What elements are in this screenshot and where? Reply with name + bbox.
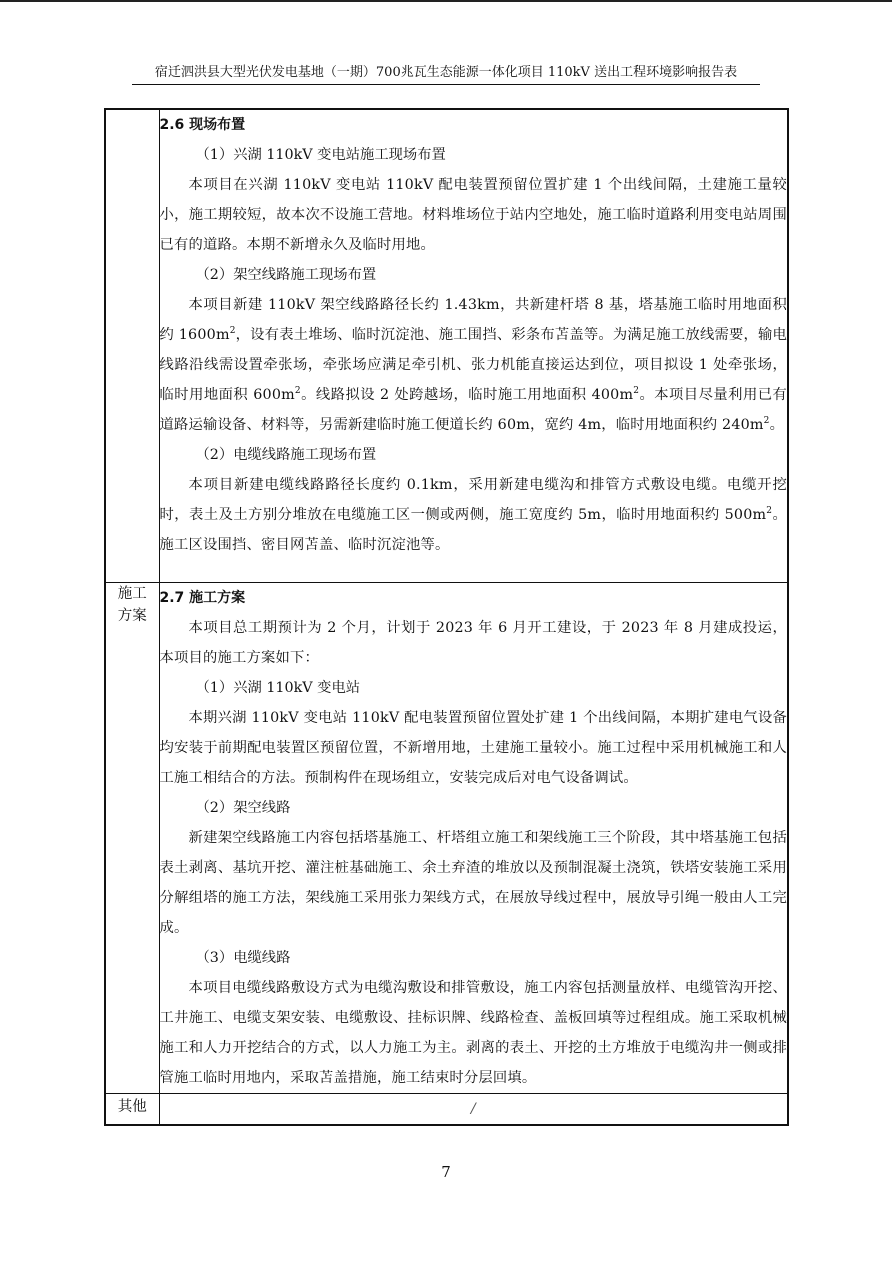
superscript: 2 [294, 386, 301, 397]
text-fragment: 。本项目尽量利用已有道路运输设备、材料等，另需新建临时施工便道长约 60m，宽约 4m，临时用地面积约 240m [159, 387, 788, 433]
row-label-empty [105, 109, 159, 583]
text-fragment: ，设有表土堆场、临时沉淀池、施工围挡、彩条布苫盖等。为满足施工放线需要，输电线路沿线需设置牵张场，牵张场应满足牵引机、张力机能直接运达到位，项目拟设 1 处牵张场，临时用地面积 600m [159, 327, 787, 403]
paragraph-cable-line [160, 470, 788, 560]
superscript: 2 [633, 386, 640, 397]
subsection-heading: （3）电缆线路 [195, 950, 291, 966]
text-fragment: 。线路拟设 2 处跨越场，临时施工用地面积 400m [300, 387, 634, 403]
site-layout-content [159, 109, 788, 583]
row-label-other: 其他 [105, 1094, 159, 1126]
subsection-heading: （2）电缆线路施工现场布置 [195, 447, 377, 463]
text-fragment: 本项目新建电缆线路路径长度约 0.1km，采用新建电缆沟和排管方式敷设电缆。电缆开挖时，表土及土方别分堆放在电缆施工区一侧或两侧，施工宽度约 5m，临时用地面积约 500m [159, 477, 787, 523]
row-construction-plan [105, 583, 788, 1094]
section-title: 2.7 施工方案 [159, 590, 246, 606]
row-other [105, 1094, 788, 1126]
subsection-heading: （2）架空线路施工现场布置 [195, 267, 377, 283]
subsection-heading: （1）兴湖 110kV 变电站施工现场布置 [195, 147, 446, 163]
subsection-heading: （2）架空线路 [195, 800, 291, 816]
report-table [104, 108, 789, 1126]
text-fragment: 。施工区设围挡、密目网苫盖、临时沉淀池等。 [159, 507, 787, 553]
page-number: 7 [441, 1163, 451, 1181]
empty-value-slash: / [470, 1101, 476, 1117]
row-site-layout [105, 109, 788, 583]
label-text: 施工方案 [117, 586, 147, 624]
paragraph: 本期兴湖 110kV 变电站 110kV 配电装置预留位置处扩建 1 个出线间隔，本期扩建电气设备均安装于前期配电装置区预留位置，不新增用地，土建施工量较小。施工过程中采用机械施工和人工施工相结合的方法。预制构件在现场组立，安装完成后对电气设备调试。 [159, 710, 787, 786]
top-border-line [0, 0, 892, 2]
text-fragment: 。 [769, 417, 785, 433]
document-header: 宿迁泗洪县大型光伏发电基地（一期）700兆瓦生态能源一体化项目 110kV 送出工程环境影响报告表 [154, 65, 738, 80]
paragraph: 新建架空线路施工内容包括塔基施工、杆塔组立施工和架线施工三个阶段，其中塔基施工包括表土剥离、基坑开挖、灌注桩基础施工、余土弃渣的堆放以及预制混凝土浇筑，铁塔安装施工采用分解组塔的施工方法，架线施工采用张力架线方式，在展放导线过程中，展放导引绳一般由人工完成。 [159, 830, 787, 936]
row-label-construction-plan [105, 583, 159, 1094]
paragraph: 本项目电缆线路敷设方式为电缆沟敷设和排管敷设，施工内容包括测量放样、电缆管沟开挖、工井施工、电缆支架安装、电缆敷设、挂标识牌、线路检查、盖板回填等过程组成。施工采取机械施工和人力开挖结合的方式，以人力施工为主。剥离的表土、开挖的土方堆放于电缆沟井一侧或排管施工临时用地内，采取苫盖措施，施工结束时分层回填。 [159, 980, 787, 1086]
paragraph-overhead-line [160, 290, 788, 440]
header-rule [132, 84, 760, 85]
other-content [159, 1094, 788, 1126]
subsection-heading: （1）兴湖 110kV 变电站 [195, 680, 361, 696]
construction-plan-content [159, 583, 788, 1094]
superscript: 2 [766, 506, 773, 517]
paragraph: 本项目总工期预计为 2 个月，计划于 2023 年 6 月开工建设，于 2023 年 8 月建成投运，本项目的施工方案如下： [159, 620, 787, 666]
text-fragment: 本项目新建 110kV 架空线路路径长约 1.43km，共新建杆塔 8 基，塔基施工临时用地面积约 1600m [159, 297, 787, 343]
paragraph: 本项目在兴湖 110kV 变电站 110kV 配电装置预留位置扩建 1 个出线间隔，土建施工量较小，施工期较短，故本次不设施工营地。材料堆场位于站内空地处，施工临时道路利用变电站周围已有的道路。本期不新增永久及临时用地。 [159, 177, 787, 253]
section-title: 2.6 现场布置 [159, 117, 246, 133]
superscript: 2 [229, 326, 236, 337]
superscript: 2 [763, 416, 770, 427]
